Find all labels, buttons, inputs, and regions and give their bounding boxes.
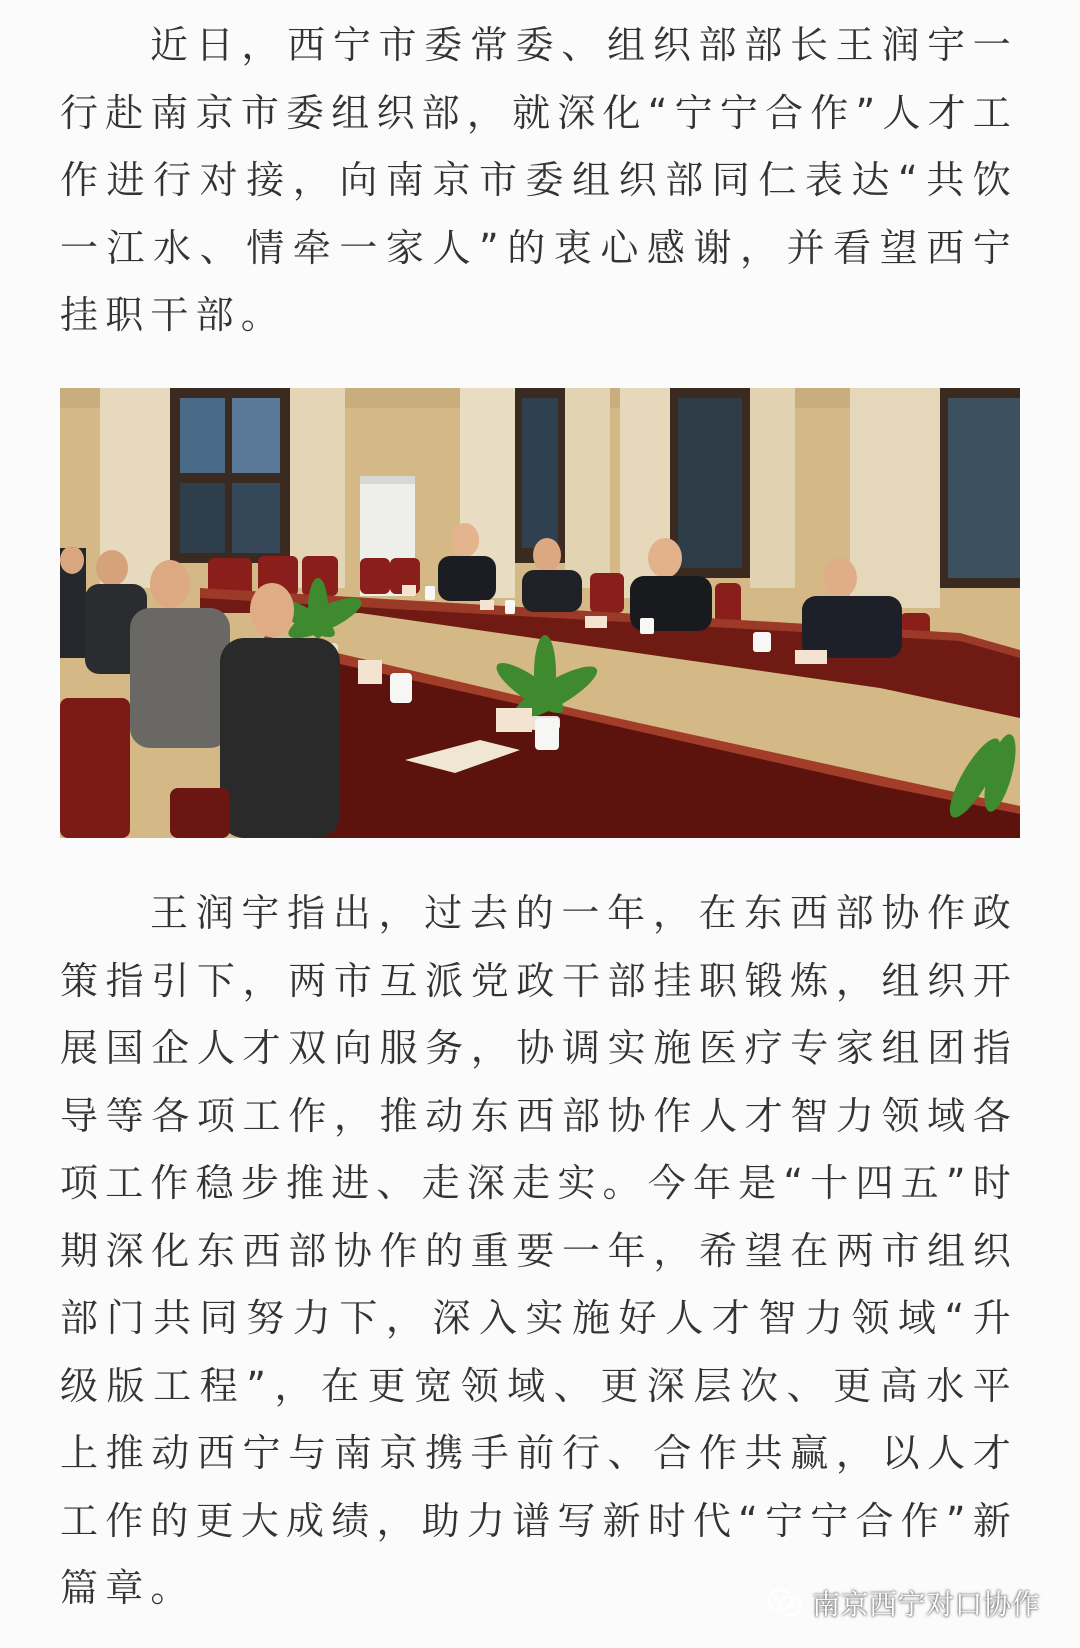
article-paragraph-1: 近日，西宁市委常委、组织部部长王润宇一行赴南京市委组织部，就深化“宁宁合作”人才工作进行对接，向南京市委组织部同仁表达“共饮一江水、情牵一家人”的衷心感谢，并看望西宁挂职干部。 — [60, 23, 1018, 337]
article-paragraph-2: 王润宇指出，过去的一年，在东西部协作政策指引下，两市互派党政干部挂职锻炼，组织开展国企人才双向服务，协调实施医疗专家组团指导等各项工作，推动东西部协作人才智力领域各项工作稳步推进、走深走实。今年是“十四五”时期深化东西部协作的重要一年，希望在两市组织部门共同努力下，深入实施好人才智力领域“升级版工程”，在更宽领域、更深层次、更高水平上推动西宁与南京携手前行、合作共赢，以人才工作的更大成绩，助力谱写新时代“宁宁合作”新篇章。 — [60, 891, 1018, 1610]
source-watermark — [766, 1583, 1040, 1623]
meeting-photo-illustration — [60, 388, 1020, 838]
wechat-icon — [766, 1588, 804, 1618]
meeting-photo — [60, 388, 1020, 838]
watermark-text: 南京西宁对口协作 — [811, 1588, 1040, 1621]
